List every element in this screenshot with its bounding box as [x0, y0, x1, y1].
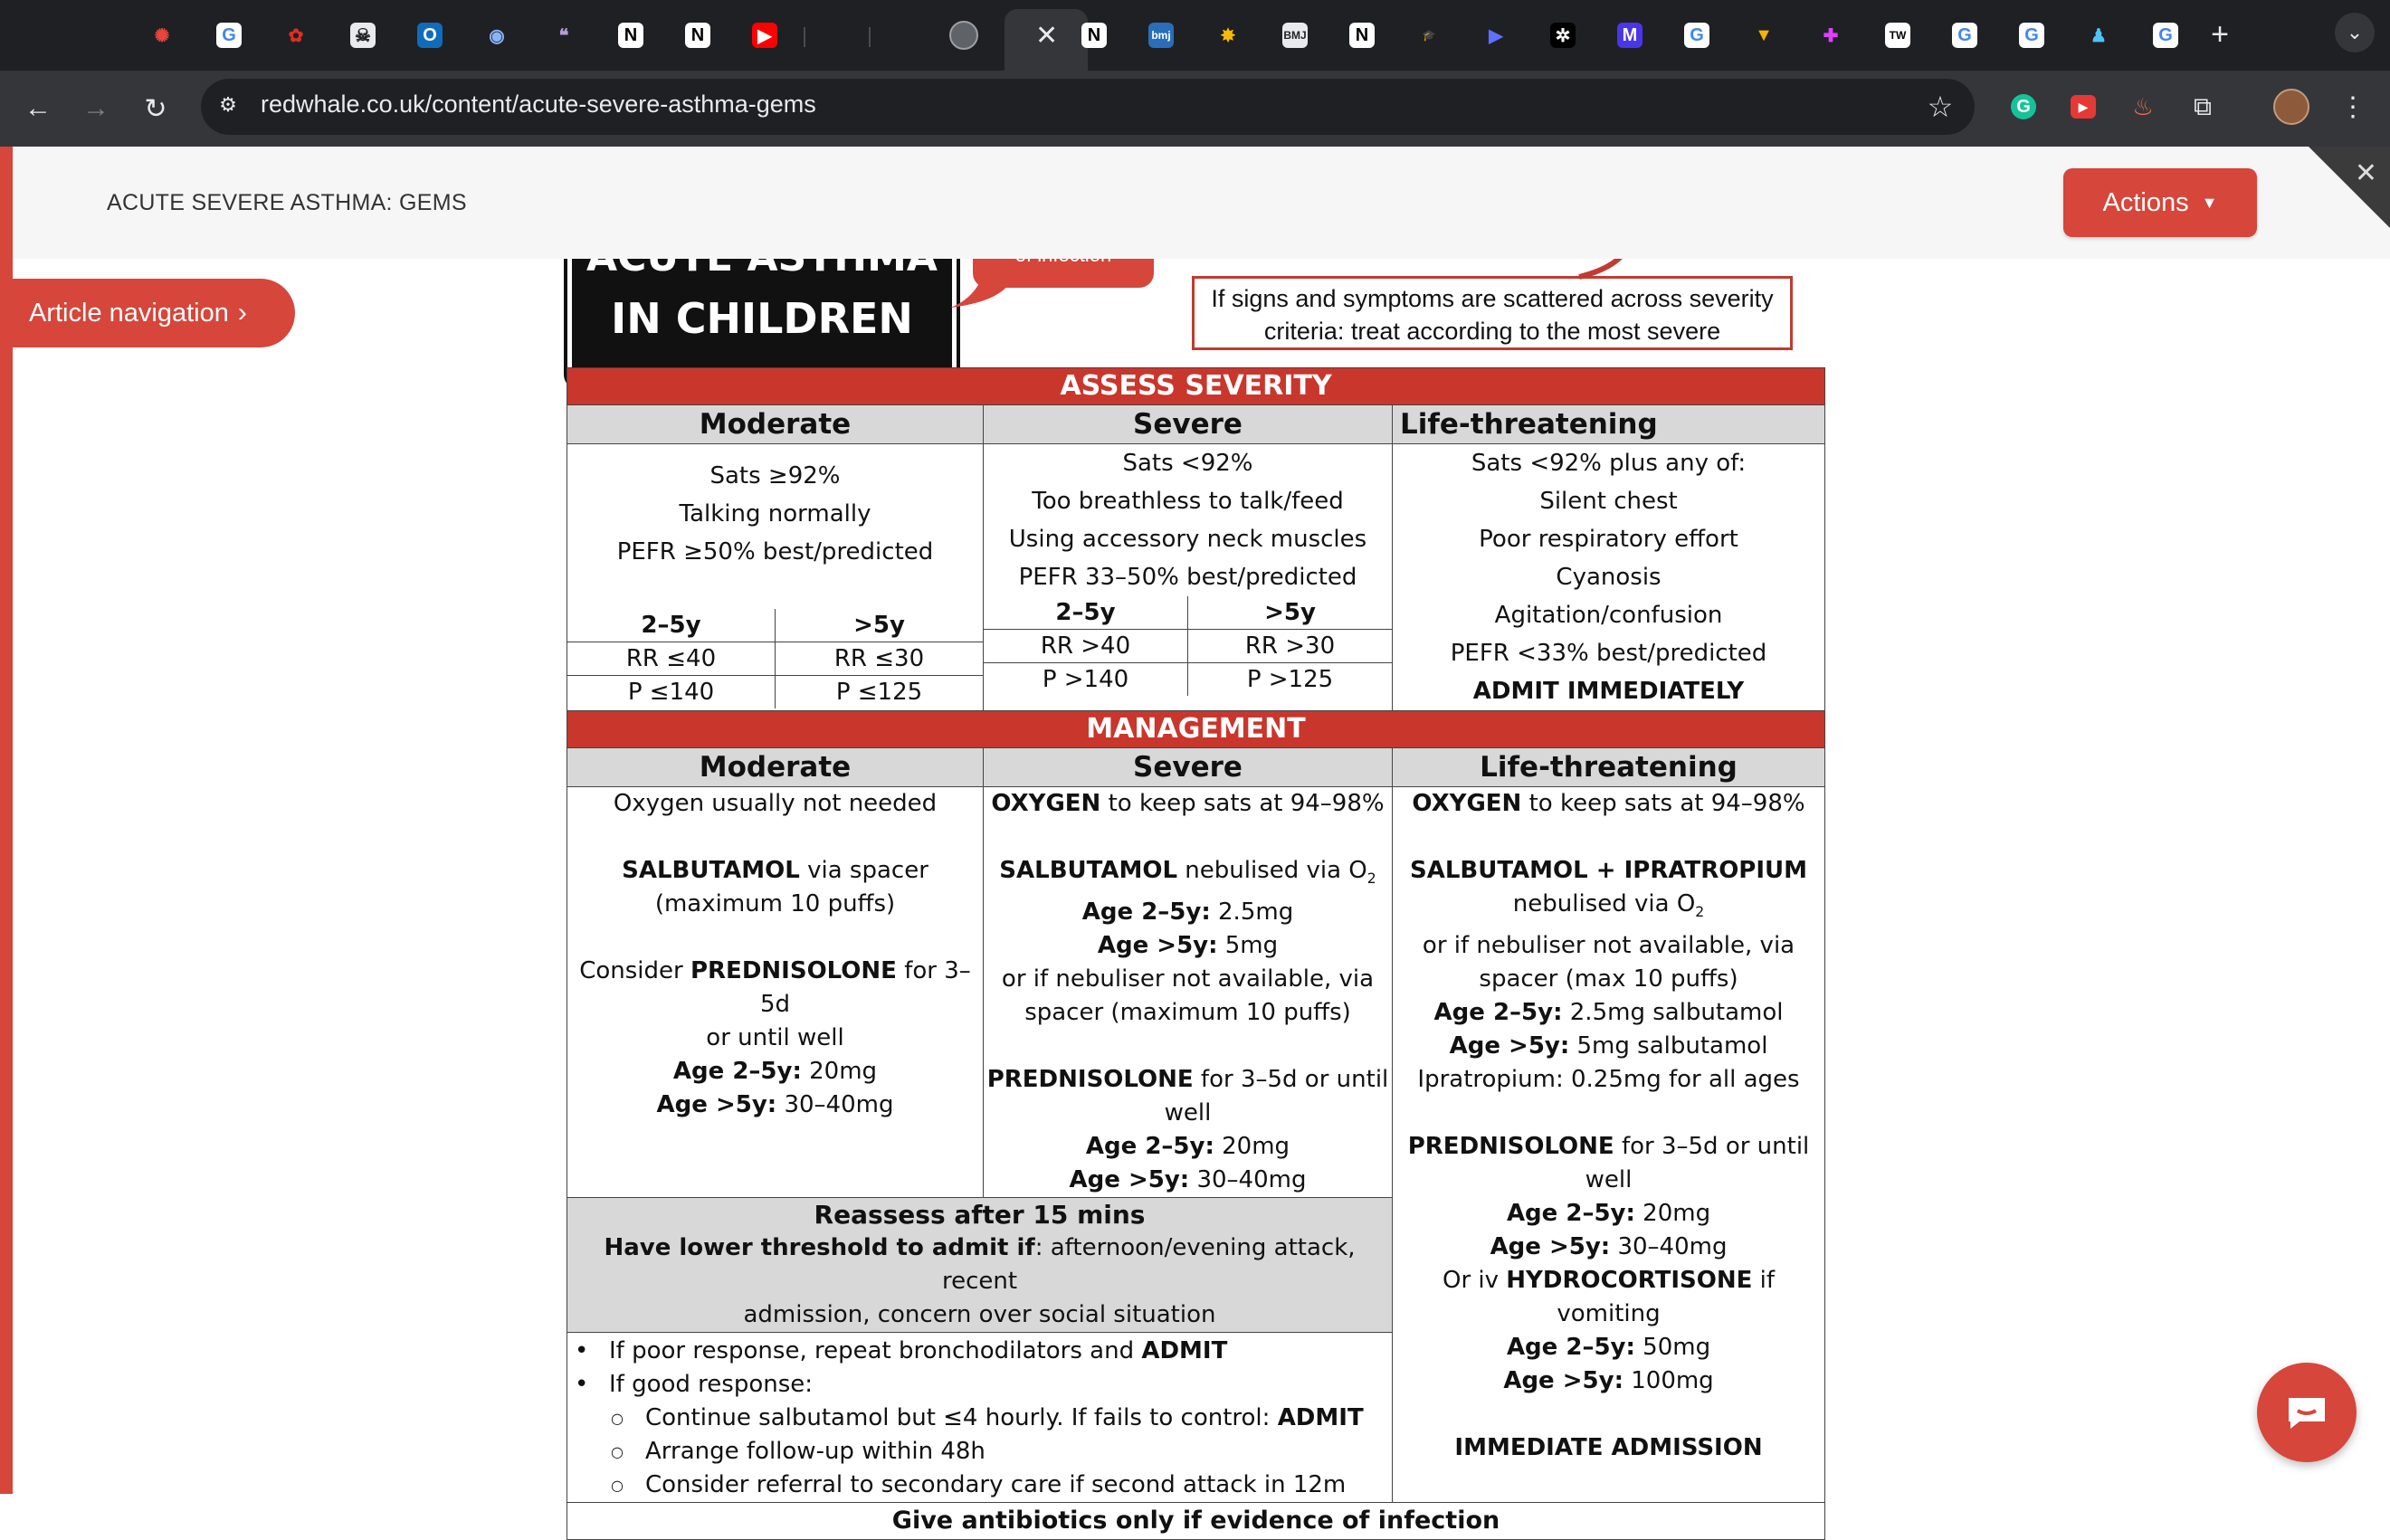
- browser-tab[interactable]: [1262, 11, 1328, 60]
- assess-life-cell: [1393, 444, 1825, 711]
- video-extension-icon[interactable]: ▶: [2061, 85, 2105, 128]
- list-item: • If good response:: [575, 1371, 814, 1398]
- dose-label: Age 2–5y:: [1433, 999, 1563, 1026]
- threshold-label: Have lower threshold to admit if: [604, 1234, 1035, 1261]
- mgmt-line: well: [1585, 1166, 1633, 1193]
- dose-value: 5mg: [1217, 932, 1279, 959]
- settings-tab-icon: ✺: [154, 25, 170, 46]
- notion-tab-icon: N: [618, 23, 643, 48]
- bullet-list: [567, 1333, 1392, 1502]
- dose-label: Age 2–5y:: [1506, 1334, 1635, 1361]
- criterion: Talking normally: [679, 500, 871, 528]
- globe-tab-icon: ◉: [489, 25, 505, 46]
- vital-value: RR ≤40: [567, 642, 776, 676]
- drug-name: SALBUTAMOL + IPRATROPIUM: [1409, 857, 1808, 884]
- back-icon[interactable]: ←: [24, 93, 52, 123]
- moderate-vitals-table: [567, 609, 983, 708]
- criterion: Sats ≥92%: [709, 462, 841, 490]
- mgmt-moderate-cell: [567, 787, 984, 1198]
- menu-kebab-icon[interactable]: ⋮: [2339, 91, 2366, 122]
- mgmt-line: admission, concern over social situation: [743, 1301, 1216, 1328]
- arrow-tab-icon: ▶: [1489, 25, 1503, 46]
- browser-tab[interactable]: [195, 11, 262, 60]
- globe-tab-icon: [949, 21, 978, 50]
- drug-name: HYDROCORTISONE: [1506, 1267, 1753, 1294]
- dose-value: 100mg: [1623, 1367, 1714, 1394]
- dose-value: 20mg: [1634, 1200, 1711, 1227]
- mgmt-line: spacer (maximum 10 puffs): [1024, 999, 1351, 1026]
- actions-label: Actions: [2102, 187, 2189, 217]
- article-header: [13, 147, 2390, 259]
- site-settings-icon[interactable]: ⚙: [219, 93, 237, 116]
- vital-value: P ≤125: [776, 676, 984, 709]
- assess-severe-heading: Severe: [984, 405, 1393, 444]
- forward-icon[interactable]: →: [82, 93, 110, 123]
- flame-extension-icon[interactable]: ♨: [2132, 92, 2154, 120]
- antibiotics-note: Give antibiotics only if evidence of infection: [567, 1503, 1825, 1540]
- mgmt-text: for 3–5d or until: [1614, 1133, 1810, 1160]
- browser-tab[interactable]: [1596, 11, 1663, 60]
- list-item: ○ Arrange follow-up within 48h: [611, 1438, 986, 1465]
- subscript: 2: [1366, 870, 1376, 887]
- tab-search-icon[interactable]: ⌄: [2335, 13, 2375, 52]
- browser-tab[interactable]: [1797, 11, 1864, 60]
- severity-note: [1192, 276, 1793, 350]
- browser-tab[interactable]: [1395, 11, 1462, 60]
- close-icon[interactable]: ✕: [2354, 158, 2377, 188]
- list-item: ○ Consider referral to secondary care if second attack in 12m: [611, 1471, 1347, 1498]
- chevron-right-icon: ›: [237, 298, 247, 328]
- page-content: [0, 147, 2390, 1535]
- triangle-tab-icon: ▼: [1755, 24, 1773, 45]
- dose-label: Age >5y:: [656, 1091, 777, 1118]
- openai-tab-icon: ✲: [1550, 23, 1576, 48]
- dose-label: Age 2–5y:: [672, 1058, 802, 1085]
- profile-avatar[interactable]: [2270, 85, 2313, 128]
- mgmt-text: : afternoon/evening attack, recent: [941, 1234, 1356, 1295]
- mgmt-text: nebulised via O: [1512, 890, 1696, 917]
- mgmt-line: or if nebuliser not available, via: [1001, 965, 1375, 993]
- list-item: ○ Continue salbutamol but ≤4 hourly. If fails to control: ADMIT: [611, 1404, 1364, 1431]
- admit-immediately: ADMIT IMMEDIATELY: [1472, 678, 1745, 705]
- burst-tab-icon: ✸: [1220, 25, 1236, 46]
- mgmt-text: Or iv: [1442, 1267, 1507, 1294]
- logo-line-2: IN CHILDREN: [611, 294, 913, 343]
- dose-value: 2.5mg salbutamol: [1562, 999, 1784, 1026]
- drug-name: PREDNISOLONE: [690, 957, 897, 984]
- age-header: 2–5y: [1055, 599, 1116, 626]
- browser-tab[interactable]: [1462, 11, 1529, 60]
- twin-tab-icon: TW: [1885, 23, 1910, 48]
- dose-label: Age 2–5y:: [1506, 1200, 1635, 1227]
- criterion: Too breathless to talk/feed: [1032, 488, 1344, 515]
- criterion: Cyanosis: [1556, 564, 1662, 591]
- dose-label: Age >5y:: [1503, 1367, 1623, 1394]
- assess-severity-heading: ASSESS SEVERITY: [567, 368, 1825, 405]
- mgmt-text: If poor response, repeat bronchodilators and: [609, 1337, 1142, 1364]
- criterion: Agitation/confusion: [1494, 602, 1723, 629]
- bmj-tab-icon: bmj: [1148, 23, 1174, 48]
- notion-tab-icon-3: N: [1081, 23, 1107, 48]
- mgmt-text: Consider referral to secondary care if second attack in 12m: [645, 1471, 1347, 1498]
- google-tab-icon-2: G: [1684, 23, 1709, 48]
- vital-value: RR >30: [1188, 630, 1393, 663]
- m-tab-icon: M: [1617, 23, 1643, 48]
- mgmt-text: Arrange follow-up within 48h: [645, 1438, 986, 1465]
- browser-tab[interactable]: [1328, 11, 1395, 60]
- assess-severe-cell: [984, 444, 1393, 711]
- drug-name: OXYGEN: [1412, 790, 1522, 817]
- dose-value: 20mg: [801, 1058, 878, 1085]
- criterion: Poor respiratory effort: [1479, 526, 1738, 553]
- tab-separator: [804, 27, 805, 47]
- actions-button[interactable]: [2063, 168, 2257, 237]
- browser-tab[interactable]: [329, 11, 396, 60]
- mgmt-life-cell: [1393, 787, 1825, 1503]
- cross-tab-icon: ✚: [1823, 25, 1839, 46]
- lotus-tab-icon: ✿: [288, 25, 304, 46]
- browser-tab[interactable]: [262, 11, 329, 60]
- google-tab-icon-5: G: [2153, 23, 2178, 48]
- note-line-2: criteria: treat according to the most severe: [1263, 318, 1721, 345]
- mgmt-text: Continue salbutamol but ≤4 hourly. If fails to control:: [645, 1404, 1278, 1431]
- article-navigation-button[interactable]: [13, 279, 295, 347]
- mgmt-line: or if nebuliser not available, via: [1422, 932, 1795, 959]
- age-header: 2–5y: [641, 612, 701, 639]
- browser-tab[interactable]: [1931, 11, 1998, 60]
- browser-tab[interactable]: [1864, 11, 1931, 60]
- browser-tab[interactable]: [1529, 11, 1596, 60]
- caret-down-icon: ▼: [2201, 193, 2218, 212]
- moderate-criteria: [567, 444, 983, 609]
- drug-name: PREDNISOLONE: [986, 1066, 1194, 1093]
- url-text[interactable]: redwhale.co.uk/content/acute-severe-asthma-gems: [261, 90, 816, 118]
- dose-value: 2.5mg: [1210, 898, 1294, 926]
- list-item: • If poor response, repeat bronchodilators and ADMIT: [575, 1337, 1228, 1364]
- notion-tab-icon-4: N: [1349, 23, 1375, 48]
- browser-tab[interactable]: [129, 11, 195, 60]
- tab-separator: [869, 27, 871, 47]
- outlook-tab-icon: O: [417, 23, 443, 48]
- infographic-logo: [567, 242, 957, 385]
- browser-tab[interactable]: [930, 11, 997, 60]
- criterion: Sats <92% plus any of:: [1471, 450, 1747, 477]
- mgmt-text: If good response:: [609, 1371, 814, 1398]
- criterion: PEFR 33–50% best/predicted: [1018, 564, 1357, 591]
- drug-name: PREDNISOLONE: [1407, 1133, 1614, 1160]
- browser-tab[interactable]: [2065, 11, 2132, 60]
- extensions-puzzle-icon[interactable]: ⧉: [2194, 91, 2212, 120]
- mgmt-text: via spacer: [799, 857, 928, 884]
- left-accent-bar: [0, 147, 13, 1494]
- bmj-tab-icon-2: BMJ: [1282, 23, 1308, 48]
- browser-tab[interactable]: [731, 11, 798, 60]
- browser-tab[interactable]: [664, 11, 731, 60]
- dose-value: 30–40mg: [1189, 1166, 1307, 1193]
- age-header: >5y: [776, 609, 984, 642]
- dose-label: Age 2–5y:: [1085, 1133, 1214, 1160]
- severe-vitals-table: [984, 596, 1392, 696]
- vital-value: RR ≤30: [776, 642, 984, 676]
- mgmt-moderate-heading: Moderate: [567, 748, 984, 787]
- criterion: Using accessory neck muscles: [1008, 526, 1367, 553]
- browser-tab[interactable]: [1195, 11, 1262, 60]
- browser-tab[interactable]: [1730, 11, 1797, 60]
- management-heading: MANAGEMENT: [567, 711, 1825, 748]
- mgmt-text: for 3–5d: [759, 957, 971, 1018]
- browser-tab[interactable]: [463, 11, 530, 60]
- drug-name: OXYGEN: [991, 790, 1101, 817]
- note-line-1: If signs and symptoms are scattered across severity: [1211, 285, 1774, 312]
- mgmt-text: nebulised via O: [1177, 857, 1367, 884]
- criterion: PEFR ≥50% best/predicted: [616, 538, 934, 566]
- mgmt-line: or until well: [706, 1024, 844, 1051]
- article-navigation-label: Article navigation: [29, 298, 229, 328]
- mgmt-severe-cell: [984, 787, 1393, 1198]
- assess-life-heading: Life-threatening: [1393, 405, 1825, 444]
- google-tab-icon-3: G: [1952, 23, 1977, 48]
- notion-tab-icon-2: N: [685, 23, 710, 48]
- new-tab-icon[interactable]: +: [2211, 16, 2229, 52]
- vital-value: RR >40: [984, 630, 1188, 663]
- mgmt-text: for 3–5d or until: [1193, 1066, 1389, 1093]
- browser-tab[interactable]: [396, 11, 463, 60]
- vital-value: P >125: [1188, 663, 1393, 697]
- youtube-tab-icon: ▶: [752, 23, 777, 48]
- mgmt-line: spacer (max 10 puffs): [1479, 965, 1738, 993]
- admit-text: ADMIT: [1141, 1337, 1228, 1364]
- chat-icon: [2285, 1394, 2328, 1431]
- dose-value: 5mg salbutamol: [1569, 1032, 1768, 1060]
- google-tab-icon: G: [216, 23, 242, 48]
- assess-moderate-cell: [567, 444, 984, 711]
- dose-label: Age >5y:: [1097, 932, 1218, 959]
- criterion: PEFR <33% best/predicted: [1450, 640, 1767, 667]
- drug-name: SALBUTAMOL: [622, 857, 800, 884]
- age-header: >5y: [1188, 596, 1393, 630]
- asthma-severity-table: [567, 367, 1825, 1540]
- browser-tab[interactable]: [1128, 11, 1195, 60]
- browser-tab[interactable]: [530, 11, 597, 60]
- vital-value: P >140: [984, 663, 1188, 697]
- mgmt-line: Ipratropium: 0.25mg for all ages: [1417, 1066, 1800, 1093]
- criterion: Silent chest: [1539, 488, 1678, 515]
- mgmt-life-heading: Life-threatening: [1393, 748, 1825, 787]
- page-title: ACUTE SEVERE ASTHMA: GEMS: [107, 190, 467, 215]
- mgmt-line: Oxygen usually not needed: [613, 790, 938, 817]
- skull-tab-icon: ☠: [350, 23, 376, 48]
- dose-label: Age >5y:: [1449, 1032, 1570, 1060]
- criterion: Sats <92%: [1122, 450, 1253, 477]
- assess-moderate-heading: Moderate: [567, 405, 984, 444]
- subscript: 2: [1695, 904, 1705, 920]
- dose-label: Age >5y:: [1069, 1166, 1190, 1193]
- grammarly-extension-icon[interactable]: G: [2002, 85, 2045, 128]
- bookmark-star-icon[interactable]: ☆: [1927, 90, 1954, 123]
- browser-tab[interactable]: [597, 11, 664, 60]
- browser-tab[interactable]: [1663, 11, 1730, 60]
- browser-tab[interactable]: [1061, 11, 1128, 60]
- admit-text: ADMIT: [1277, 1404, 1364, 1431]
- severe-criteria: [984, 444, 1392, 596]
- mgmt-text: if vomiting: [1557, 1267, 1776, 1327]
- reassess-box: [567, 1198, 1393, 1333]
- close-tab-icon[interactable]: ✕: [1035, 21, 1059, 51]
- dose-label: Age >5y:: [1490, 1233, 1611, 1260]
- chat-button[interactable]: [2257, 1363, 2357, 1462]
- response-bullets: [567, 1333, 1393, 1503]
- mgmt-text: Consider: [579, 957, 690, 984]
- mgmt-severe-heading: Severe: [984, 748, 1393, 787]
- dose-value: 20mg: [1214, 1133, 1290, 1160]
- graduate-tab-icon: 🎓: [1422, 29, 1436, 42]
- dose-value: 50mg: [1634, 1334, 1711, 1361]
- mgmt-text: to keep sats at 94–98%: [1521, 790, 1805, 817]
- person-tab-icon: ♟: [2090, 25, 2107, 46]
- mgmt-text: to keep sats at 94–98%: [1100, 790, 1385, 817]
- mgmt-line: (maximum 10 puffs): [654, 890, 896, 917]
- browser-tab-strip: [0, 0, 2390, 71]
- chat-tab-icon: ❝: [558, 25, 569, 46]
- browser-tab[interactable]: [1998, 11, 2065, 60]
- mgmt-line: well: [1164, 1099, 1212, 1126]
- browser-tab[interactable]: [2132, 11, 2199, 60]
- drug-name: SALBUTAMOL: [999, 857, 1178, 884]
- immediate-admission: IMMEDIATE ADMISSION: [1454, 1434, 1763, 1461]
- reassess-title: Reassess after 15 mins: [814, 1200, 1146, 1230]
- vital-value: P ≤140: [567, 676, 776, 709]
- dose-value: 30–40mg: [776, 1091, 894, 1118]
- reload-icon[interactable]: ↻: [144, 93, 167, 124]
- dose-value: 30–40mg: [1610, 1233, 1728, 1260]
- dose-label: Age 2–5y:: [1081, 898, 1211, 926]
- google-tab-icon-4: G: [2019, 23, 2044, 48]
